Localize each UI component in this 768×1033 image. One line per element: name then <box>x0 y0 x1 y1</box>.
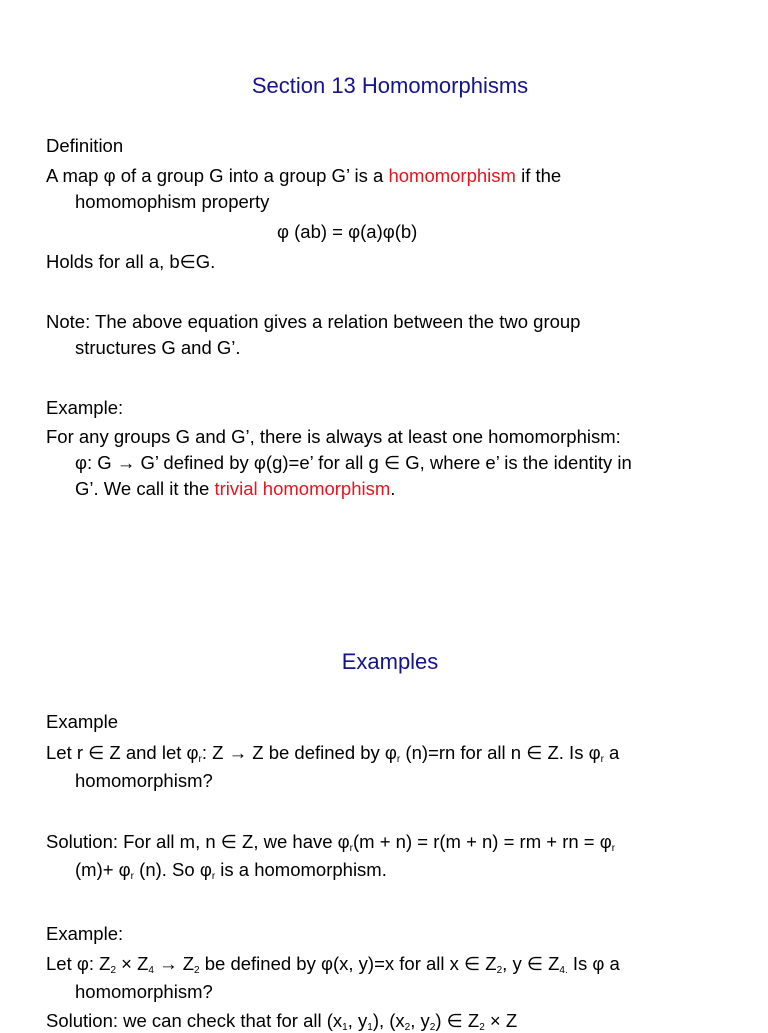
example-heading: Example: <box>46 397 124 418</box>
ex2-text-c: → Z <box>153 953 195 974</box>
homomorphism-equation: φ (ab) = φ(a)φ(b) <box>277 221 418 242</box>
examples-title: Examples <box>341 649 439 674</box>
sol3-text-b: , y <box>347 1010 368 1031</box>
ex2-text-a: Let φ: Z <box>46 953 111 974</box>
example-line2: φ: G → G’ defined by φ(g)=e’ for all g ∈ G, where e’ is the identity in <box>75 452 632 473</box>
example2-line1 <box>46 952 620 976</box>
note-line2: structures G and G’. <box>75 337 241 358</box>
sol2-sub2: r <box>211 871 216 882</box>
ex2-sub5: 4. <box>559 965 568 976</box>
sol2-text-c: is a homomorphism. <box>215 859 387 880</box>
definition-text-line1 <box>46 164 561 188</box>
sol3-sub3: 2 <box>404 1022 411 1033</box>
example-text-a: G’. We call it the <box>75 478 215 499</box>
note-line1: Note: The above equation gives a relation between the two group <box>46 311 581 332</box>
solution1-line1 <box>46 830 615 854</box>
ex1-sub3: r <box>600 754 604 765</box>
definition-holds: Holds for all a, b∈G. <box>46 251 216 272</box>
sol3-sub4: 2 <box>429 1022 436 1033</box>
ex1-sub1: r <box>198 754 202 765</box>
ex1-sub2: r <box>396 754 401 765</box>
example1-line1 <box>46 741 619 765</box>
sol2-sub1: r <box>130 871 135 882</box>
sol3-text-d: , y <box>410 1010 430 1031</box>
homomorphism-term: homomorphism <box>388 165 516 186</box>
example1-line2: homomorphism? <box>75 770 213 791</box>
solution2-line1 <box>46 1009 517 1033</box>
sol2-text-a: (m)+ φ <box>75 859 131 880</box>
definition-heading: Definition <box>46 135 124 156</box>
example-text-b: . <box>390 478 396 499</box>
ex1-text-b: : Z → Z be defined by φ <box>201 742 397 763</box>
ex2-text-d: be defined by φ(x, y)=x for all x ∈ Z <box>199 953 497 974</box>
def-text-a: A map φ of a group G into a group G’ is a <box>46 165 389 186</box>
ex1-text-d: a <box>603 742 620 763</box>
section-title: Section 13 Homomorphisms <box>251 73 529 98</box>
sol3-text-a: Solution: we can check that for all (x <box>46 1010 343 1031</box>
sol3-sub5: 2 <box>479 1022 485 1033</box>
example2-heading: Example: <box>46 923 124 944</box>
sol1-text-b: (m + n) = r(m + n) = rm + rn = φ <box>353 831 612 852</box>
example1-heading: Example <box>46 711 118 732</box>
trivial-homomorphism-term: trivial homomorphism <box>214 478 391 499</box>
sol2-text-b: (n). So φ <box>134 859 212 880</box>
sol1-sub1: r <box>349 843 354 854</box>
solution1-line2 <box>75 858 387 882</box>
ex2-sub1: 2 <box>110 965 116 976</box>
sol3-text-c: ), (x <box>372 1010 405 1031</box>
example-line3 <box>75 477 395 501</box>
ex1-text-a: Let r ∈ Z and let φ <box>46 742 199 763</box>
example2-line2: homomorphism? <box>75 981 213 1002</box>
ex2-text-b: × Z <box>116 953 149 974</box>
sol1-text-a: Solution: For all m, n ∈ Z, we have φ <box>46 831 350 852</box>
sol3-text-e: ) ∈ Z <box>435 1010 480 1031</box>
definition-text-line2: homomophism property <box>75 191 270 212</box>
sol3-sub1: 1 <box>342 1022 348 1033</box>
sol1-sub2: r <box>611 843 616 854</box>
ex2-sub4: 2 <box>496 965 503 976</box>
ex2-text-f: Is φ a <box>567 953 620 974</box>
ex2-sub3: 2 <box>194 965 200 976</box>
ex1-text-c: (n)=rn for all n ∈ Z. Is φ <box>400 742 601 763</box>
def-text-b: if the <box>515 165 562 186</box>
example-line1: For any groups G and G’, there is always at least one homomorphism: <box>46 426 621 447</box>
ex2-text-e: , y ∈ Z <box>502 953 560 974</box>
sol3-sub2: 1 <box>367 1022 373 1033</box>
sol3-text-f: × Z <box>484 1010 518 1031</box>
ex2-sub2: 4 <box>148 965 154 976</box>
